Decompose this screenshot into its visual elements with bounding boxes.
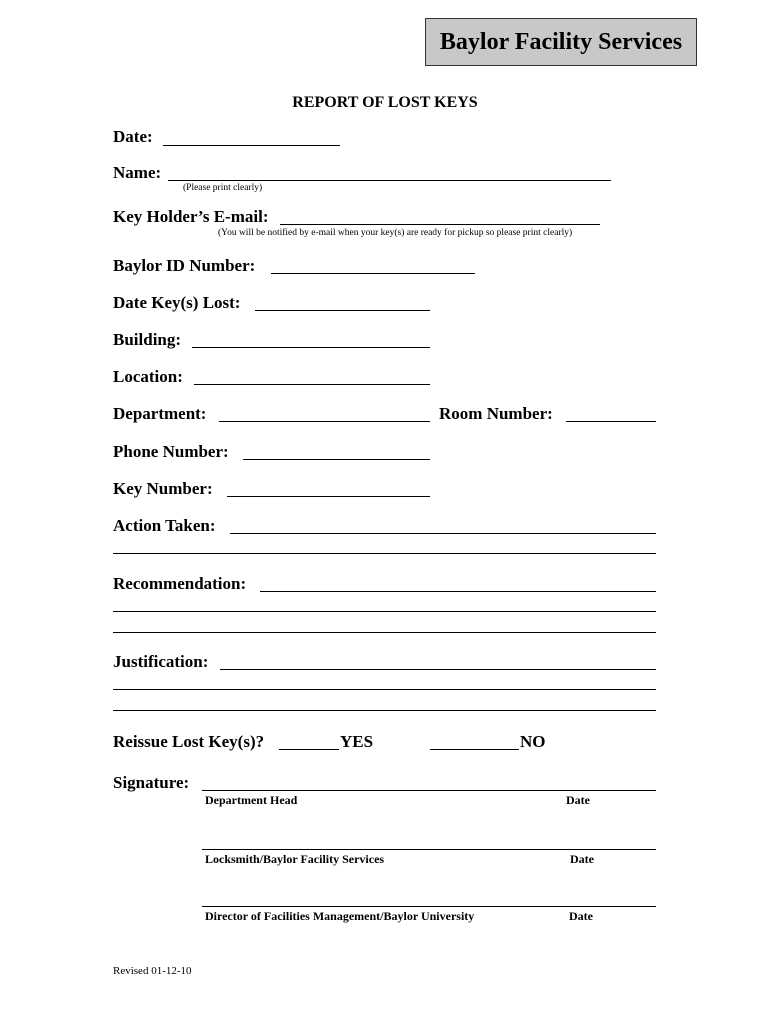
room-number-field[interactable] [566, 421, 656, 422]
signature-label: Signature: [113, 773, 190, 792]
sig-date-3: Date [569, 909, 593, 923]
action-taken-label: Action Taken: [113, 516, 216, 535]
revised-date: Revised 01-12-10 [113, 965, 192, 977]
action-taken-line-2[interactable] [113, 553, 656, 554]
recommendation-line-2[interactable] [113, 611, 656, 612]
recommendation-line-3[interactable] [113, 632, 656, 633]
location-label: Location: [113, 367, 183, 386]
phone-field[interactable] [243, 459, 430, 460]
recommendation-label: Recommendation: [113, 574, 247, 593]
reissue-no-label: NO [520, 732, 546, 751]
reissue-yes-label: YES [340, 732, 374, 751]
date-lost-label: Date Key(s) Lost: [113, 293, 241, 312]
date-field[interactable] [163, 145, 340, 146]
name-label: Name: [113, 163, 162, 182]
key-number-field[interactable] [227, 496, 430, 497]
signature-line-2[interactable] [202, 849, 656, 850]
page-title: REPORT OF LOST KEYS [292, 94, 478, 111]
baylor-id-label: Baylor ID Number: [113, 256, 256, 275]
email-hint: (You will be notified by e-mail when your key(s) are ready for pickup so please print clearly) [218, 228, 573, 238]
name-field[interactable] [168, 180, 611, 181]
signature-line-1[interactable] [202, 790, 656, 791]
sig-date-2: Date [570, 852, 594, 866]
sig-role-3: Director of Facilities Management/Baylor University [205, 909, 475, 923]
sig-role-1: Department Head [205, 793, 298, 807]
org-header-box: Baylor Facility Services [425, 18, 697, 66]
building-field[interactable] [192, 347, 430, 348]
building-label: Building: [113, 330, 182, 349]
justification-field[interactable] [220, 669, 656, 670]
key-number-label: Key Number: [113, 479, 213, 498]
room-number-label: Room Number: [439, 404, 553, 423]
date-label: Date: [113, 127, 153, 146]
reissue-no-field[interactable] [430, 749, 519, 750]
email-field[interactable] [280, 224, 600, 225]
action-taken-field[interactable] [230, 533, 656, 534]
reissue-label: Reissue Lost Key(s)? [113, 732, 265, 751]
signature-line-3[interactable] [202, 906, 656, 907]
department-label: Department: [113, 404, 207, 423]
justification-line-3[interactable] [113, 710, 656, 711]
justification-line-2[interactable] [113, 689, 656, 690]
baylor-id-field[interactable] [271, 273, 475, 274]
email-label: Key Holder’s E-mail: [113, 207, 269, 226]
sig-date-1: Date [566, 793, 590, 807]
date-lost-field[interactable] [255, 310, 430, 311]
name-hint: (Please print clearly) [183, 183, 263, 193]
reissue-yes-field[interactable] [279, 749, 339, 750]
phone-label: Phone Number: [113, 442, 229, 461]
recommendation-field[interactable] [260, 591, 656, 592]
sig-role-2: Locksmith/Baylor Facility Services [205, 852, 385, 866]
department-field[interactable] [219, 421, 430, 422]
location-field[interactable] [194, 384, 430, 385]
justification-label: Justification: [113, 652, 209, 671]
